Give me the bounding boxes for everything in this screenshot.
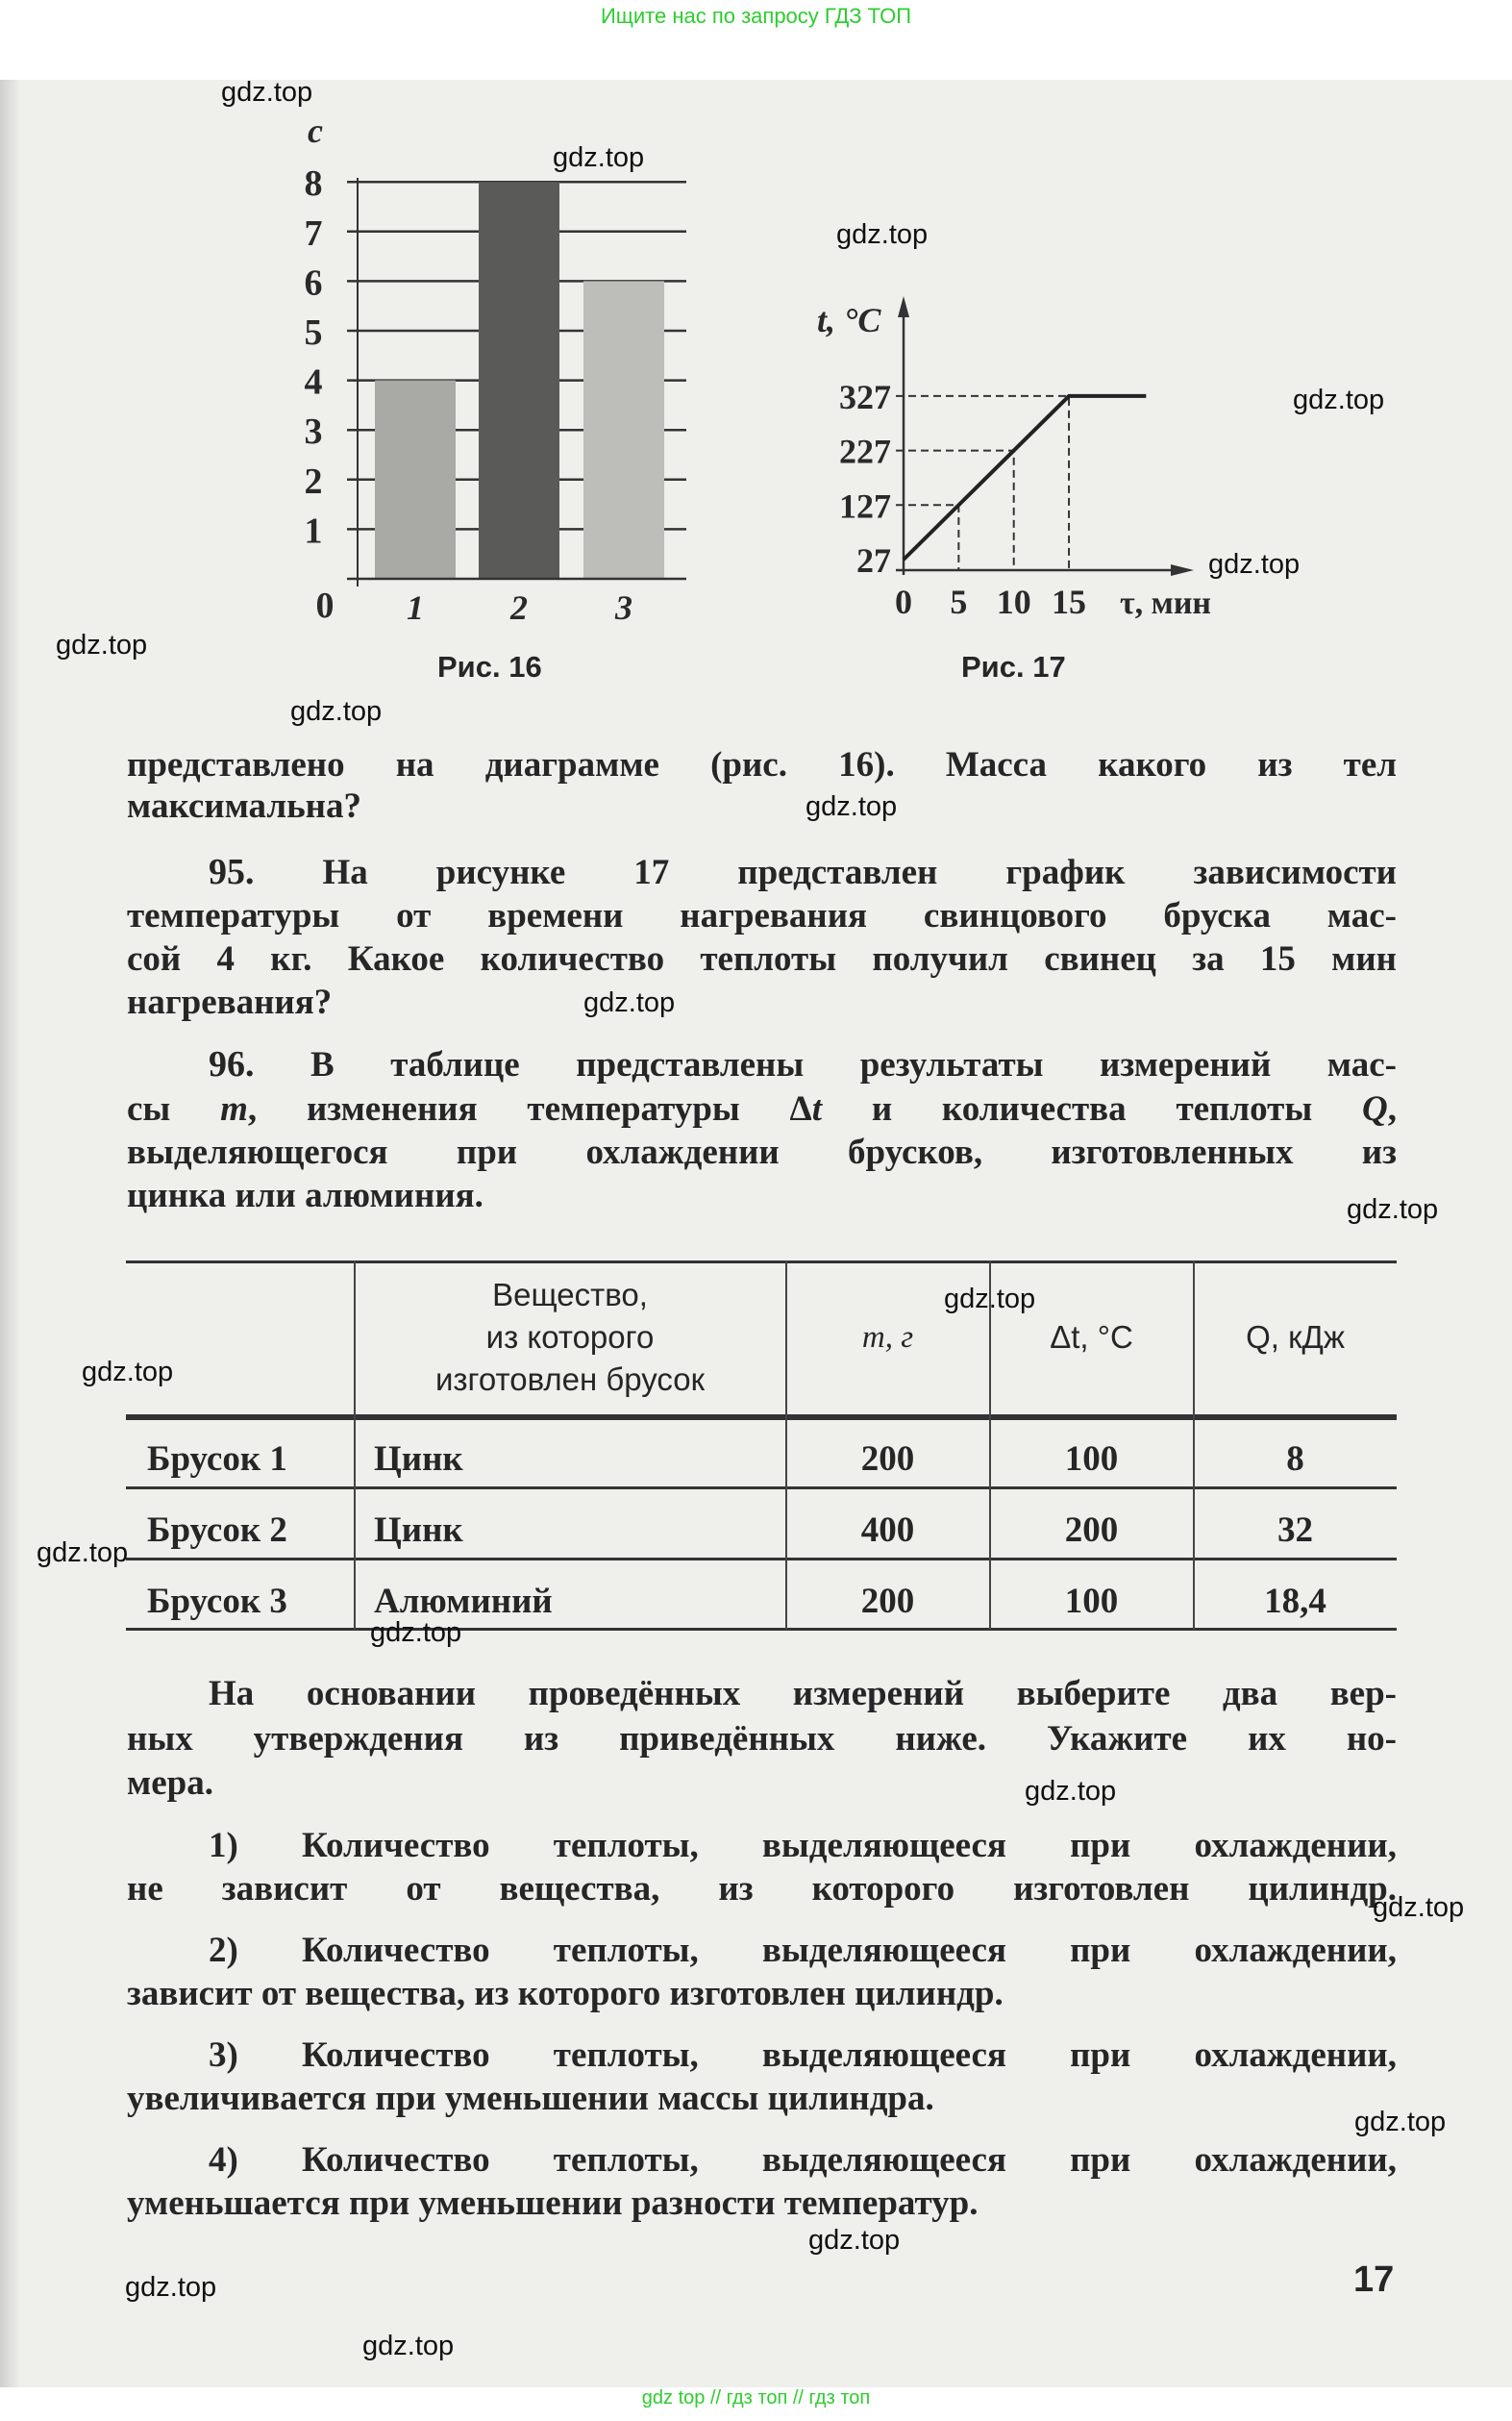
watermark: gdz.top xyxy=(37,1537,129,1568)
table-rule xyxy=(126,1414,1397,1420)
text-line xyxy=(127,1088,1397,1131)
y-tick-label: 6 xyxy=(304,262,323,304)
table-cell-substance: Алюминий xyxy=(374,1582,553,1621)
var-t: t xyxy=(811,1089,823,1129)
measurements-table xyxy=(126,1260,1397,1630)
y-tick-label: 3 xyxy=(304,412,323,453)
watermark: gdz.top xyxy=(1293,385,1385,415)
table-cell-substance: Цинк xyxy=(374,1439,463,1479)
watermark: gdz.top xyxy=(553,142,645,173)
footer-links[interactable]: gdz top // гдз топ // гдз топ xyxy=(641,2387,871,2409)
text-line: ных утверждения из приведённых ниже. Укажите их но- xyxy=(127,1719,1397,1759)
x-tick-label: 3 xyxy=(615,588,632,627)
header-heat: Q, кДж xyxy=(1246,1319,1345,1355)
y-tick-label: 27 xyxy=(856,541,891,580)
table-cell-m: 200 xyxy=(860,1582,915,1621)
fig16-caption: Рис. 16 xyxy=(437,650,542,684)
watermark: gdz.top xyxy=(836,219,929,250)
temperature-line xyxy=(904,396,1146,560)
watermark: gdz.top xyxy=(808,2225,901,2256)
y-tick-label: 227 xyxy=(839,432,891,471)
text-span: , xyxy=(1387,1089,1397,1129)
y-axis-label: c xyxy=(308,112,323,150)
text-line: выделяющегося при охлаждении брусков, изготовленных из xyxy=(127,1133,1397,1172)
table-cell-q: 8 xyxy=(1286,1439,1304,1479)
y-tick-label: 5 xyxy=(304,312,323,353)
text-span: сы xyxy=(127,1089,221,1129)
problem-number: 96. xyxy=(209,1044,255,1085)
watermark: gdz.top xyxy=(82,1357,174,1387)
x-tick-label: 15 xyxy=(1052,583,1087,621)
option-4-cont: уменьшается при уменьшении разности температур. xyxy=(127,2184,979,2223)
header-line: из которого xyxy=(485,1319,655,1355)
watermark: gdz.top xyxy=(56,630,148,661)
y-tick-label: 127 xyxy=(839,487,891,526)
table-cell-dt: 100 xyxy=(1064,1582,1119,1621)
banner-text[interactable]: Ищите нас по запросу ГДЗ ТОП xyxy=(600,4,912,28)
problem-number: 95. xyxy=(209,852,255,892)
text-line: сой 4 кг. Какое количество теплоты получил свинец за 15 мин xyxy=(127,939,1397,979)
x-tick-label: 10 xyxy=(996,583,1031,621)
header-mass: m, г xyxy=(861,1320,914,1355)
y-tick-label: 0 xyxy=(315,586,335,626)
watermark: gdz.top xyxy=(1025,1776,1117,1807)
watermark: gdz.top xyxy=(370,1617,462,1648)
watermark: gdz.top xyxy=(125,2272,217,2303)
header-line: Вещество, xyxy=(492,1277,648,1312)
option-3: 3) Количество теплоты, выделяющееся при охлаждении, xyxy=(209,2035,1397,2075)
watermark: gdz.top xyxy=(290,696,383,727)
table-cell-dt: 200 xyxy=(1064,1510,1119,1550)
watermark: gdz.top xyxy=(1347,1194,1439,1225)
y-axis-arrow xyxy=(898,296,909,317)
table-cell-name: Брусок 3 xyxy=(147,1582,287,1621)
table-cell-m: 200 xyxy=(860,1439,915,1479)
problem-95-line xyxy=(209,851,1397,894)
option-4: 4) Количество теплоты, выделяющееся при охлаждении, xyxy=(209,2140,1397,2180)
table-rule xyxy=(126,1260,1397,1263)
option-1: 1) Количество теплоты, выделяющееся при охлаждении, xyxy=(209,1826,1397,1865)
table-cell-substance: Цинк xyxy=(374,1510,463,1550)
watermark: gdz.top xyxy=(806,791,898,822)
page-number: 17 xyxy=(1353,2259,1395,2300)
watermark: gdz.top xyxy=(1354,2107,1447,2137)
option-3-cont: увеличивается при уменьшении массы цилиндра. xyxy=(127,2079,934,2118)
table-cell-name: Брусок 1 xyxy=(147,1439,287,1479)
text-line: цинка или алюминия. xyxy=(127,1176,483,1215)
table-cell-q: 32 xyxy=(1277,1510,1313,1550)
header-substance xyxy=(355,1274,785,1401)
table-cell-m: 400 xyxy=(860,1510,915,1550)
watermark: gdz.top xyxy=(1373,1892,1465,1923)
x-axis-arrow xyxy=(1171,564,1194,576)
table-cell-dt: 100 xyxy=(1064,1439,1119,1479)
option-1-cont: не зависит от вещества, из которого изготовлен цилиндр. xyxy=(127,1869,1397,1909)
table-rule xyxy=(126,1628,1397,1631)
text-span: , изменения температуры Δ xyxy=(247,1089,812,1129)
text-line: нагревания? xyxy=(127,983,333,1022)
option-2-cont: зависит от вещества, из которого изготовлен цилиндр. xyxy=(127,1974,1004,2013)
x-tick-label: 5 xyxy=(950,583,968,621)
y-tick-label: 1 xyxy=(304,511,323,552)
y-tick-label: 7 xyxy=(304,212,323,254)
table-cell-name: Брусок 2 xyxy=(147,1510,287,1550)
y-tick-label: 8 xyxy=(304,163,323,205)
x-tick-label: 2 xyxy=(510,588,528,627)
header-delta-t: Δt, °С xyxy=(1050,1319,1133,1355)
text-line: температуры от времени нагревания свинцового бруска мас- xyxy=(127,896,1397,936)
table-cell-q: 18,4 xyxy=(1264,1582,1326,1621)
watermark: gdz.top xyxy=(221,77,313,108)
bar xyxy=(583,281,664,579)
header-line: изготовлен брусок xyxy=(434,1361,706,1397)
x-tick-label: 1 xyxy=(407,588,424,627)
y-tick-label: 2 xyxy=(304,461,323,502)
bar xyxy=(375,381,456,579)
y-tick-label: 4 xyxy=(304,362,323,403)
watermark: gdz.top xyxy=(944,1284,1036,1314)
watermark: gdz.top xyxy=(362,2331,455,2361)
text-line: представлено на диаграмме (рис. 16). Масса какого из тел xyxy=(127,745,1397,785)
var-m: m xyxy=(220,1089,248,1129)
watermark: gdz.top xyxy=(1208,549,1301,580)
fig17-caption: Рис. 17 xyxy=(961,650,1066,684)
text-line: мера. xyxy=(127,1763,213,1803)
table-rule xyxy=(126,1486,1397,1489)
x-axis-label: τ, мин xyxy=(1120,586,1212,621)
watermark: gdz.top xyxy=(583,987,676,1018)
x-tick-label: 0 xyxy=(895,583,912,621)
y-tick-label: 327 xyxy=(839,377,891,416)
text-span: и количества теплоты xyxy=(822,1089,1363,1129)
table-rule xyxy=(126,1558,1397,1560)
text-span: На рисунке 17 представлен график зависимости xyxy=(322,853,1397,892)
option-2: 2) Количество теплоты, выделяющееся при охлаждении, xyxy=(209,1931,1397,1970)
text-span: В таблице представлены результаты измерений мас- xyxy=(310,1045,1397,1085)
text-line: максимальна? xyxy=(127,786,362,826)
problem-96-line xyxy=(209,1043,1397,1086)
y-axis-label: t, °C xyxy=(817,301,881,339)
var-q: Q xyxy=(1362,1089,1388,1129)
text-line: На основании проведённых измерений выберите два вер- xyxy=(209,1674,1397,1713)
bar xyxy=(479,182,559,579)
